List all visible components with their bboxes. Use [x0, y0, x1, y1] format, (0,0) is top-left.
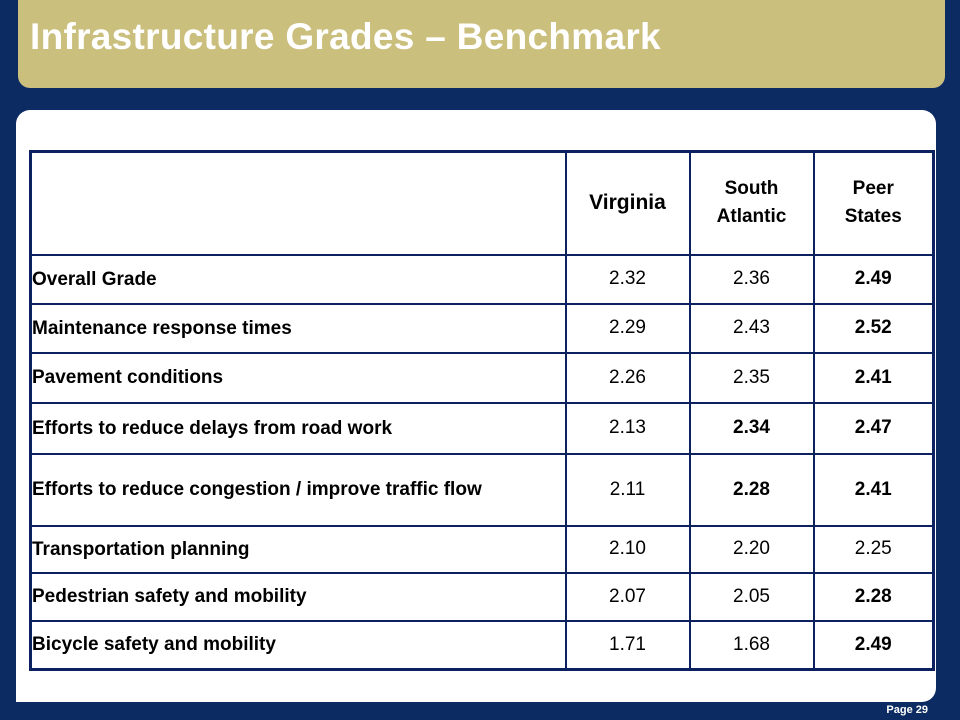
row-label: Efforts to reduce congestion / improve traffic flow [31, 454, 566, 526]
column-header-south-atlantic [690, 152, 814, 255]
table-row [31, 454, 934, 526]
column-header-south-atlantic-text: South Atlantic [716, 178, 787, 228]
table-row [31, 573, 934, 621]
cell-south-atlantic: 2.20 [690, 526, 814, 573]
cell-peer-states: 2.25 [814, 526, 934, 573]
cell-peer-states: 2.28 [814, 573, 934, 621]
page-title: Infrastructure Grades – Benchmark [30, 16, 661, 57]
table-row [31, 621, 934, 670]
cell-peer-states: 2.52 [814, 304, 934, 353]
row-label: Maintenance response times [31, 304, 566, 353]
cell-virginia: 2.10 [566, 526, 690, 573]
cell-south-atlantic: 2.28 [690, 454, 814, 526]
table-row [31, 526, 934, 573]
cell-south-atlantic: 2.36 [690, 255, 814, 304]
column-header-peer-states-text: Peer States [844, 178, 902, 228]
cell-virginia: 2.26 [566, 353, 690, 403]
cell-south-atlantic: 2.05 [690, 573, 814, 621]
table-row [31, 353, 934, 403]
cell-peer-states: 2.41 [814, 353, 934, 403]
cell-virginia: 2.29 [566, 304, 690, 353]
cell-south-atlantic: 2.35 [690, 353, 814, 403]
column-header-virginia: Virginia [566, 152, 690, 255]
column-header-peer-states [814, 152, 934, 255]
page-number: Page 29 [886, 704, 928, 716]
table-row [31, 304, 934, 353]
cell-peer-states: 2.47 [814, 403, 934, 454]
cell-south-atlantic: 2.34 [690, 403, 814, 454]
benchmark-table [29, 150, 935, 671]
table-row [31, 403, 934, 454]
cell-virginia: 2.13 [566, 403, 690, 454]
table-header-row [31, 152, 934, 255]
cell-virginia: 1.71 [566, 621, 690, 670]
cell-peer-states: 2.49 [814, 255, 934, 304]
table-row [31, 255, 934, 304]
cell-virginia: 2.32 [566, 255, 690, 304]
cell-peer-states: 2.41 [814, 454, 934, 526]
cell-virginia: 2.11 [566, 454, 690, 526]
header-empty-cell [31, 152, 566, 255]
title-bar [18, 0, 945, 88]
row-label: Efforts to reduce delays from road work [31, 403, 566, 454]
cell-south-atlantic: 2.43 [690, 304, 814, 353]
row-label: Pedestrian safety and mobility [31, 573, 566, 621]
cell-south-atlantic: 1.68 [690, 621, 814, 670]
table-body [31, 255, 934, 670]
row-label: Bicycle safety and mobility [31, 621, 566, 670]
cell-peer-states: 2.49 [814, 621, 934, 670]
row-label: Overall Grade [31, 255, 566, 304]
row-label: Pavement conditions [31, 353, 566, 403]
cell-virginia: 2.07 [566, 573, 690, 621]
row-label: Transportation planning [31, 526, 566, 573]
